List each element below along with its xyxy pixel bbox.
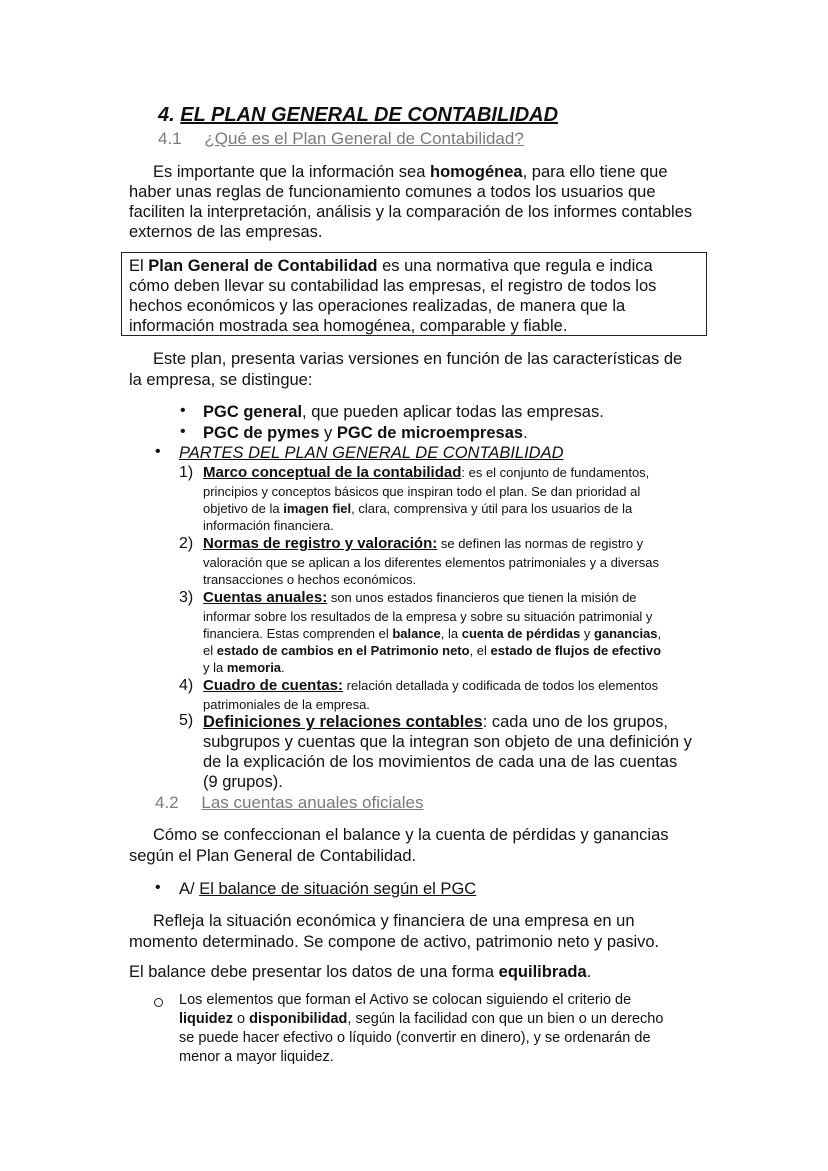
item-1-line-3: objetivo de la imagen fiel, clara, comprensiva y útil para los usuarios de la (203, 501, 633, 516)
item-2-line-2: valoración que se aplican a los diferentes elementos patrimoniales y a diversas (203, 555, 659, 570)
item-number: 4) (179, 677, 194, 694)
section-number: 4.1 (158, 129, 182, 148)
pgc-general-item: PGC general, que pueden aplicar todas las empresas. (203, 403, 604, 421)
item-3-line-2: informar sobre los resultados de la empresa y sobre su situación patrimonial y (203, 609, 653, 624)
box-line-1: El Plan General de Contabilidad es una normativa que regula e indica (129, 257, 653, 275)
item-4-line-1: Cuadro de cuentas: relación detallada y codificada de todos los elementos (203, 677, 659, 694)
pgc-pymes-item: PGC de pymes y PGC de microempresas. (203, 424, 528, 442)
activo-line-1: Los elementos que forman el Activo se colocan siguiendo el criterio de (179, 992, 632, 1008)
section-title: ¿Qué es el Plan General de Contabilidad? (204, 129, 524, 148)
item-number: 2) (179, 535, 194, 552)
intro-line-3: faciliten la interpretación, análisis y la comparación de los informes contables (129, 203, 693, 221)
activo-line-2: liquidez o disponibilidad, según la facilidad con que un bien o un derecho (179, 1011, 664, 1027)
box-line-4: información mostrada sea homogénea, comparable y fiable. (129, 317, 568, 335)
item-number: 3) (179, 589, 194, 606)
bullet-icon: • (155, 443, 161, 460)
section-number: 4.2 (155, 793, 179, 812)
item-5-line-2: subgrupos y cuentas que la integran son objeto de una definición y (203, 733, 692, 751)
item-1-line-4: información financiera. (203, 518, 334, 533)
section-title: Las cuentas anuales oficiales (201, 793, 424, 812)
item-1-line-2: principios y conceptos básicos que inspiran todo el plan. Se dan prioridad al (203, 484, 641, 499)
circle-bullet-icon (154, 998, 163, 1007)
item-5-line-1: Definiciones y relaciones contables: cada uno de los grupos, (203, 713, 668, 731)
bullet-icon: • (155, 879, 161, 896)
item-3-line-1: Cuentas anuales: son unos estados financieros que tienen la misión de (203, 589, 637, 606)
refleja-line-2: momento determinado. Se compone de activo, patrimonio neto y pasivo. (129, 933, 660, 951)
refleja-line-1: Refleja la situación económica y financiera de una empresa en un (153, 912, 635, 930)
balance-heading: A/ El balance de situación según el PGC (179, 880, 477, 898)
activo-line-4: menor a mayor liquidez. (179, 1049, 334, 1065)
intro-line-2: haber unas reglas de funcionamiento comunes a todos los usuarios que (129, 183, 656, 201)
item-3-line-5: y la memoria. (203, 660, 285, 675)
equilibrada-line: El balance debe presentar los datos de una forma equilibrada. (129, 963, 592, 981)
chapter-number: 4. (158, 104, 175, 126)
item-3-line-4: el estado de cambios en el Patrimonio neto, el estado de flujos de efectivo (203, 643, 662, 658)
item-4-line-2: patrimoniales de la empresa. (203, 697, 370, 712)
section-heading-4-2 (155, 793, 423, 813)
versions-line-1: Este plan, presenta varias versiones en función de las características de (153, 350, 683, 368)
item-number: 5) (179, 712, 194, 729)
chapter-title: EL PLAN GENERAL DE CONTABILIDAD (180, 104, 559, 126)
section-heading-4-1 (158, 129, 524, 149)
como-line-1: Cómo se confeccionan el balance y la cuenta de pérdidas y ganancias (153, 826, 669, 844)
item-number: 1) (179, 464, 194, 481)
intro-line-4: externos de las empresas. (129, 223, 323, 241)
item-2-line-3: transacciones o hechos económicos. (203, 572, 417, 587)
item-2-line-1: Normas de registro y valoración: se definen las normas de registro y (203, 535, 644, 552)
activo-line-3: se puede hacer efectivo o líquido (convertir en dinero), y se ordenarán de (179, 1030, 651, 1046)
box-line-3: hechos económicos y las operaciones realizadas, de manera que la (129, 297, 626, 315)
versions-line-2: la empresa, se distingue: (129, 371, 313, 389)
como-line-2: según el Plan General de Contabilidad. (129, 847, 417, 865)
item-1-line-1: Marco conceptual de la contabilidad: es el conjunto de fundamentos, (203, 464, 650, 481)
bullet-icon: • (180, 423, 186, 440)
item-3-line-3: financiera. Estas comprenden el balance, la cuenta de pérdidas y ganancias, (203, 626, 662, 641)
partes-title: PARTES DEL PLAN GENERAL DE CONTABILIDAD (179, 444, 564, 462)
chapter-heading (158, 104, 558, 127)
item-5-line-4: (9 grupos). (203, 773, 283, 791)
bullet-icon: • (180, 402, 186, 419)
item-5-line-3: de la explicación de los movimientos de cada una de las cuentas (203, 753, 678, 771)
box-line-2: cómo deben llevar su contabilidad las empresas, el registro de todos los (129, 277, 657, 295)
intro-line-1: Es importante que la información sea homogénea, para ello tiene que (153, 163, 668, 181)
